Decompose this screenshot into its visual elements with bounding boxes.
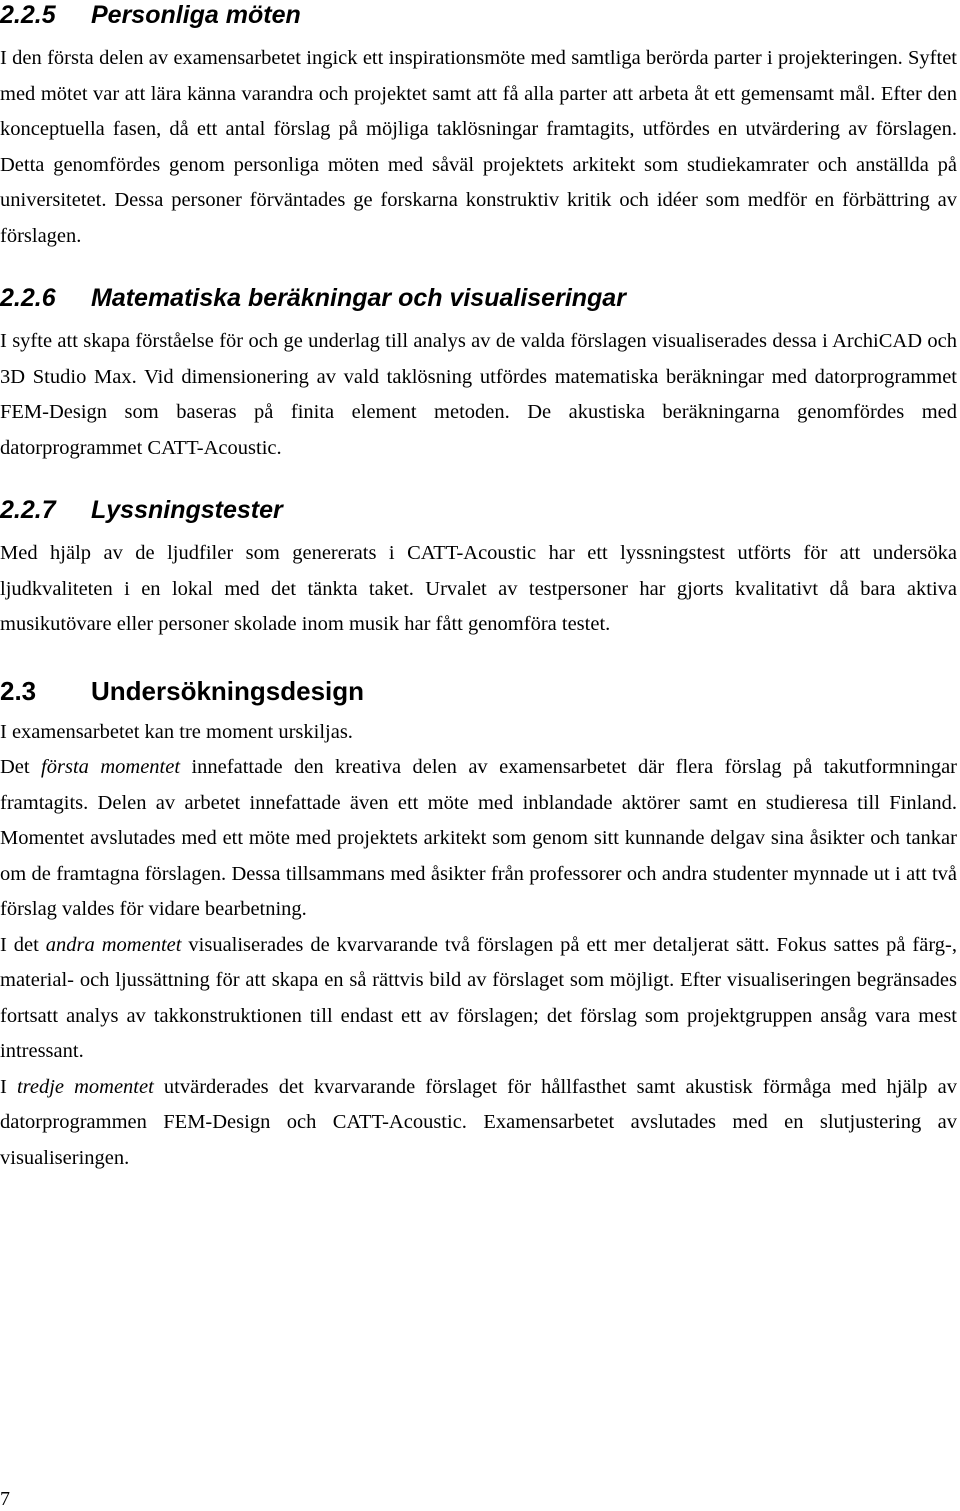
heading-2-3 [0, 675, 957, 707]
heading-2-2-7 [0, 495, 957, 525]
heading-title: Lyssningstester [91, 496, 283, 524]
page-number: 7 [0, 1488, 10, 1510]
heading-number: 2.2.5 [0, 1, 56, 29]
paragraph-lyssningstester: Med hjälp av de ljudfiler som genererats i CATT-Acoustic har ett lyssningstest utförts för att undersöka ljudkvaliteten i en lokal med det tänkta taket. Urvalet av testpersoner har gjorts kvalitativt då bara aktiva musikutövare eller personer skolade inom musik har fått genomföra testet. [0, 542, 957, 635]
heading-title: Matematiska beräkningar och visualiseringar [91, 284, 626, 312]
heading-title: Personliga möten [91, 1, 301, 29]
emphasis-forsta-momentet: första momentet [41, 756, 181, 778]
paragraph-intro: I examensarbetet kan tre moment urskiljas. [0, 720, 353, 743]
text-after: utvärderades det kvarvarande förslaget för hållfasthet samt akustisk förmåga med hjälp av datorprogrammen FEM-Design och CATT-Acoustic. Examensarbetet avslutades med en slutjustering av visualiseringen. [0, 1075, 958, 1169]
paragraph-berakningar: I syfte att skapa förståelse för och ge underlag till analys av de valda förslagen visualiserades dessa i ArchiCAD och 3D Studio Max. Vid dimensionering av vald taklösning utfördes matematiska beräkningar med datorprogrammet FEM-Design som baseras på finita element metoden. De akustiska beräkningarna genomfördes med datorprogrammet CATT-Acoustic. [0, 330, 957, 459]
heading-2-2-6 [0, 283, 957, 313]
heading-number: 2.3 [0, 675, 37, 706]
heading-number: 2.2.6 [0, 284, 56, 312]
paragraph-personliga-moten: I den första delen av examensarbetet ingick ett inspirationsmöte med samtliga berörda parter i projekteringen. Syftet med mötet var att lära känna varandra och projektet samt att få alla parter att arbeta åt ett gemensamt mål. Efter den konceptuella fasen, då ett antal förslag på möjliga taklösningar framtagits, utfördes en utvärdering av förslagen. Detta genomfördes genom personliga möten med såväl projektets arkitekt som studiekamrater och anställda på universitetet. Dessa personer förväntades ge forskarna konstruktiv kritik och idéer som medför en förbättring av förslagen. [0, 47, 957, 247]
paragraph-andra-momentet [0, 928, 957, 1070]
heading-2-2-5 [0, 0, 957, 30]
text-after: visualiserades de kvarvarande två förslagen på ett mer detaljerat sätt. Fokus sattes på färg-, material- och ljussättning för att skapa en så rättvis bild av förslaget som möjligt. Efter visualiseringen begränsades fortsatt analys av takkonstruktionen till endast ett av förslagen; det förslag som projektgruppen ansåg vara mest intressant. [0, 933, 957, 1062]
text-before: I [0, 1075, 17, 1098]
emphasis-andra-momentet: andra momentet [45, 933, 182, 956]
heading-title: Undersökningsdesign [91, 675, 365, 706]
paragraph-forsta-momentet [0, 750, 957, 928]
text-before: I det [0, 933, 46, 956]
heading-number: 2.2.7 [0, 496, 56, 524]
paragraph-tredje-momentet [0, 1070, 957, 1177]
emphasis-tredje-momentet: tredje momentet [16, 1075, 154, 1098]
text-before: Det [0, 756, 42, 778]
text-after: innefattade den kreativa delen av examensarbetet där flera förslag på takutformningar framtagits. Delen av arbetet innefattade även ett möte med inblandade aktörer samt en studieresa till Finland. Momentet avslutades med ett möte med projektets arkitekt som genom sitt kunnande delgav sina åsikter och tankar om de framtagna förslagen. Dessa tillsammans med åsikter från professorer och andra studenter mynnade ut i att två förslag valdes för vidare bearbetning. [0, 756, 958, 920]
